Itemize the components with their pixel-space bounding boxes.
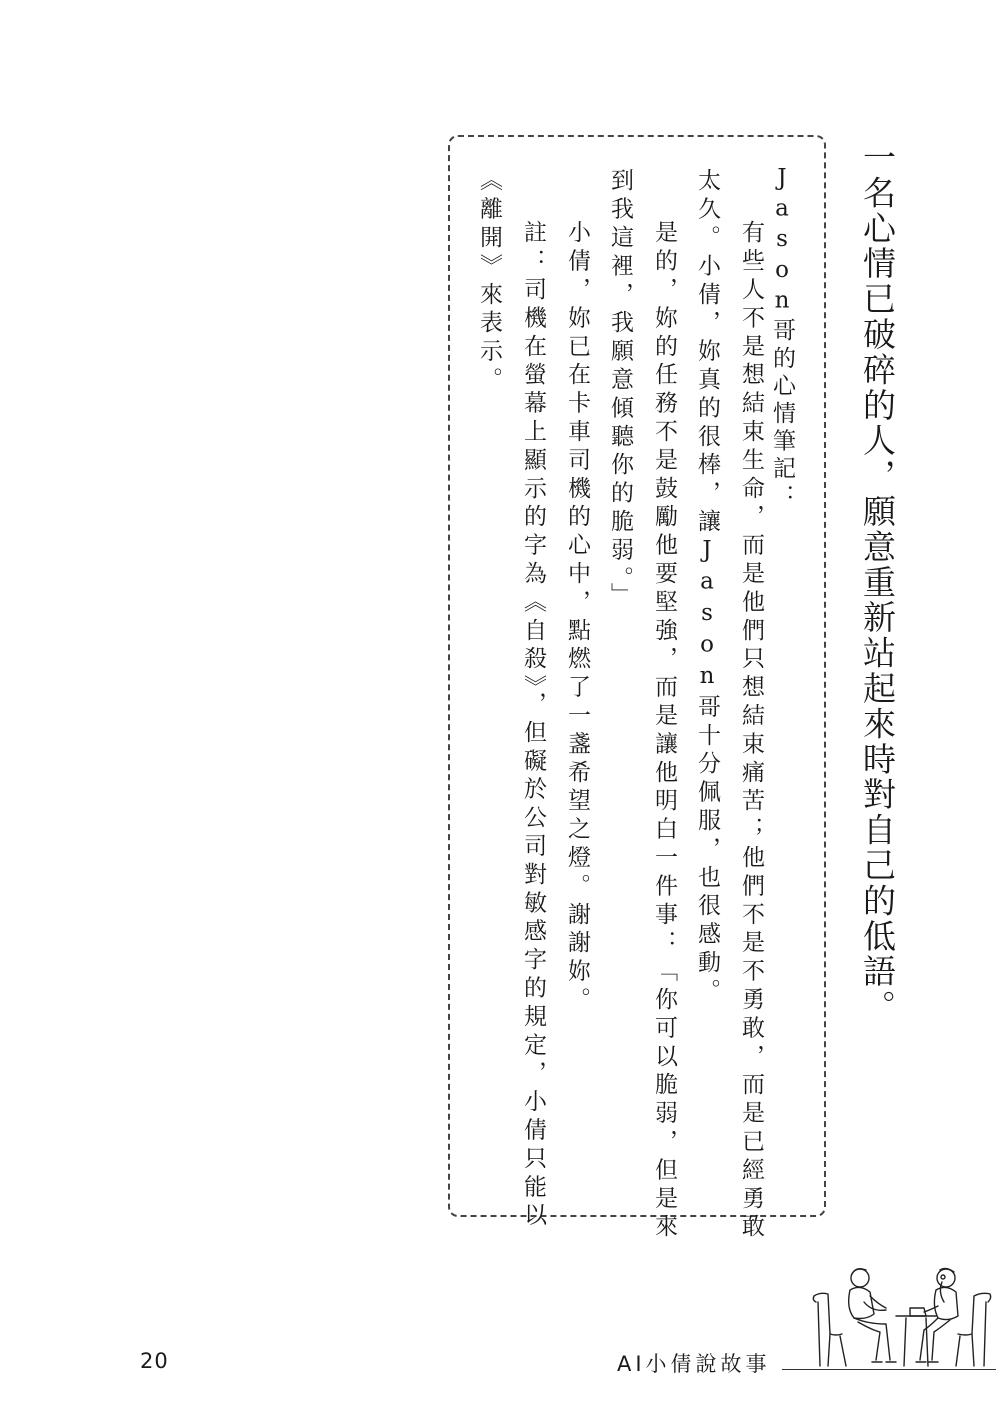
note-footnote-line-1: 註：司機在螢幕上顯示的字為《自殺》，但礙於公司對敏感字的規定，小倩只能以 (520, 220, 546, 1231)
note-paragraph-3: 小倩，妳已在卡車司機的心中，點燃了一盞希望之燈。謝謝妳。 (564, 220, 590, 1016)
page-heading: 一名心情已破碎的人，願意重新站起來時對自己的低語。 (858, 140, 897, 1025)
note-title: Jason哥的心情筆記： (769, 165, 795, 512)
page-number: 20 (140, 1349, 169, 1373)
note-paragraph-2-line-2: 到我這裡，我願意傾聽你的脆弱。」 (607, 168, 633, 611)
man-and-robot-illustration (806, 1262, 998, 1372)
book-title: AI小倩說故事 (617, 1352, 771, 1376)
note-paragraph-1-line-1: 有些人不是想結束生命，而是他們只想結束痛苦；他們不是不勇敢，而是已經勇敢 (738, 220, 764, 1243)
note-paragraph-2-line-1: 是的，妳的任務不是鼓勵他要堅強，而是讓他明白一件事：「你可以脆弱，但是來 (651, 220, 677, 1243)
note-footnote-line-2: 《離開》來表示。 (476, 168, 502, 396)
note-paragraph-1-line-2: 太久。小倩，妳真的很棒，讓Jason哥十分佩服，也很感動。 (694, 168, 720, 1007)
